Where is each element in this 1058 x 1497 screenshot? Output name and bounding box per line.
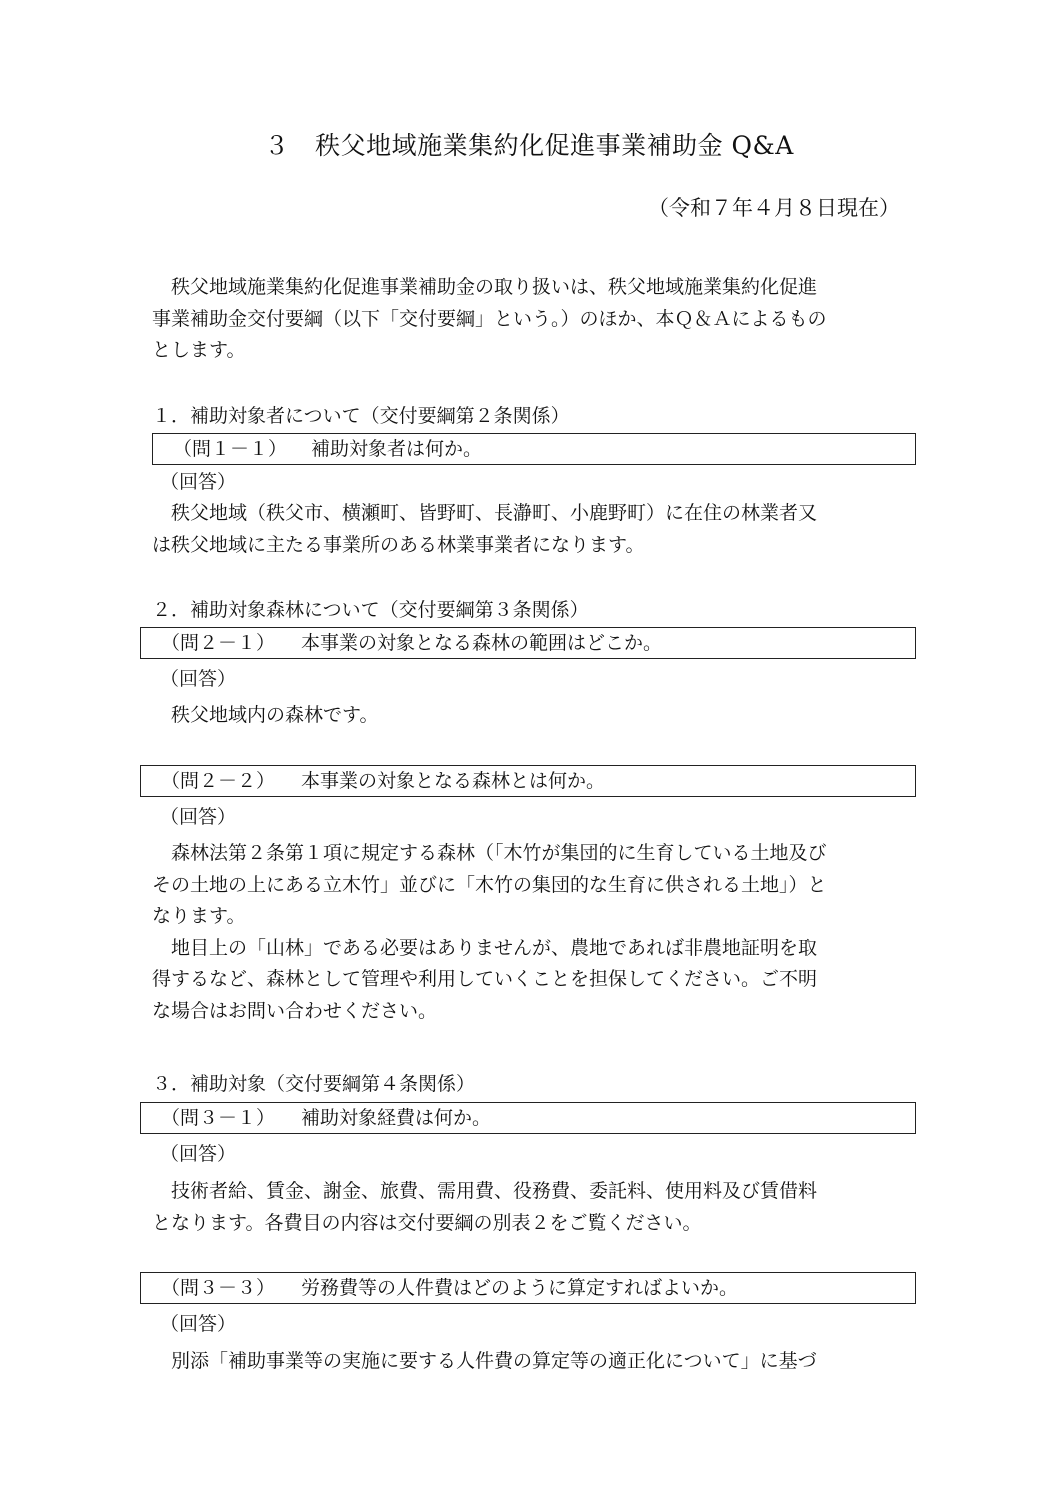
answer-line: 地目上の「山林」である必要はありませんが、農地であれば非農地証明を取 xyxy=(152,936,818,959)
answer-line: な場合はお問い合わせください。 xyxy=(152,999,438,1022)
question-text: 補助対象経費は何か。 xyxy=(301,1107,492,1129)
question-box xyxy=(140,1272,916,1304)
answer-paragraph xyxy=(152,1176,914,1239)
intro-line: 秩父地域施業集約化促進事業補助金の取り扱いは、秩父地域施業集約化促進 xyxy=(152,276,818,298)
section-heading-2: ２．補助対象森林について（交付要綱第３条関係） xyxy=(152,599,589,621)
answer-line: 秩父地域（秩父市、横瀬町、皆野町、長瀞町、小鹿野町）に在住の林業者又 xyxy=(152,502,818,524)
intro-line: とします。 xyxy=(152,339,246,361)
question-text: 本事業の対象となる森林とは何か。 xyxy=(301,770,606,792)
question-number: （問２－２） xyxy=(161,770,276,792)
answer-line: 得するなど、森林として管理や利用していくことを担保してください。ご不明 xyxy=(152,968,818,990)
answer-paragraph xyxy=(152,838,914,1027)
answer-line: は秩父地域に主たる事業所のある林業事業者になります。 xyxy=(152,533,645,556)
answer-label: （回答） xyxy=(160,668,237,690)
question-number: （問３－３） xyxy=(161,1277,276,1299)
answer-label: （回答） xyxy=(160,471,237,493)
question-box xyxy=(140,627,916,659)
answer-paragraph xyxy=(152,498,914,561)
question-text: 労務費等の人件費はどのように算定すればよいか。 xyxy=(301,1277,739,1299)
answer-line: 別添「補助事業等の実施に要する人件費の算定等の適正化について」に基づ xyxy=(152,1350,817,1372)
page-title: ３ 秩父地域施業集約化促進事業補助金 Q&A xyxy=(264,131,794,160)
answer-line: となります。各費目の内容は交付要綱の別表２をご覧ください。 xyxy=(152,1211,702,1234)
intro-line: 事業補助金交付要綱（以下「交付要綱」という。）のほか、本Ｑ＆Ａによるもの xyxy=(152,307,827,330)
question-number: （問２－１） xyxy=(161,632,276,654)
answer-line: なります。 xyxy=(152,905,246,927)
document-date: （令和７年４月８日現在） xyxy=(648,196,900,220)
section-heading-3: ３．補助対象（交付要綱第４条関係） xyxy=(152,1073,476,1095)
question-number: （問３－１） xyxy=(161,1107,276,1129)
answer-line: その土地の上にある立木竹」並びに「木竹の集団的な生育に供される土地」）と xyxy=(152,873,827,896)
question-text: 本事業の対象となる森林の範囲はどこか。 xyxy=(301,632,663,654)
answer-label: （回答） xyxy=(160,1313,237,1335)
answer-paragraph xyxy=(152,700,914,732)
answer-label: （回答） xyxy=(160,1143,237,1165)
answer-line: 森林法第２条第１項に規定する森林（「木竹が集団的に生育している土地及び xyxy=(152,842,827,864)
question-number: （問１－１） xyxy=(173,438,288,460)
answer-label: （回答） xyxy=(160,806,237,828)
answer-paragraph xyxy=(152,1346,914,1378)
question-text: 補助対象者は何か。 xyxy=(311,438,483,460)
question-box xyxy=(152,433,916,465)
question-box xyxy=(140,765,916,797)
section-heading-1: １．補助対象者について（交付要綱第２条関係） xyxy=(152,405,570,427)
question-box xyxy=(140,1102,916,1134)
intro-paragraph xyxy=(152,272,914,367)
answer-line: 技術者給、賃金、謝金、旅費、需用費、役務費、委託料、使用料及び賃借料 xyxy=(152,1180,818,1202)
answer-line: 秩父地域内の森林です。 xyxy=(152,704,379,726)
